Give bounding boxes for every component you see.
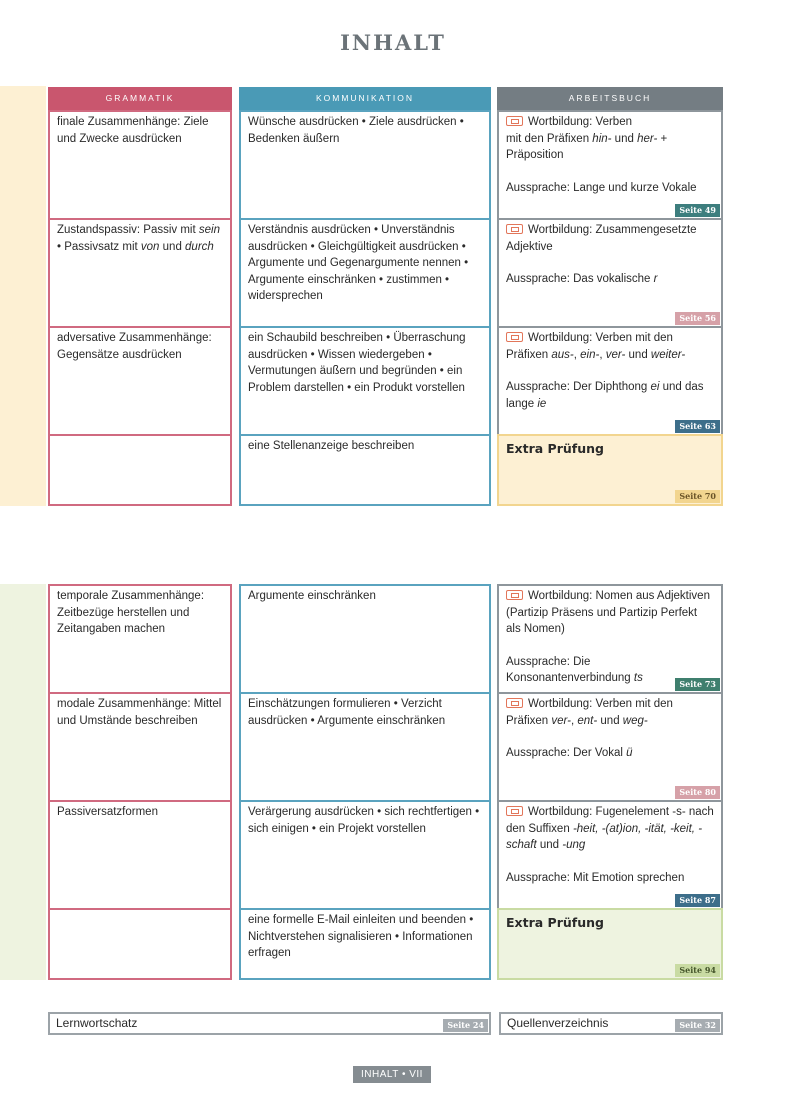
page-ref-badge[interactable]: Seite 94 <box>675 964 720 977</box>
grammatik-text: finale Zusammenhänge: Ziele und Zwecke ausdrücken <box>57 116 209 145</box>
wortbildung-text: und <box>625 348 651 361</box>
lernwortschatz-label: Lernwortschatz <box>56 1016 138 1030</box>
page-ref-badge[interactable]: Seite 80 <box>675 786 720 799</box>
extra-pruefung-label: Extra Prüfung <box>506 915 604 930</box>
arbeitsbuch-cell <box>497 584 723 694</box>
aussprache-text: Aussprache: Lange und kurze Vokale <box>506 181 697 194</box>
book-icon <box>506 806 523 816</box>
quellenverzeichnis-box[interactable] <box>499 1012 723 1035</box>
arbeitsbuch-cell <box>497 326 723 436</box>
page-ref-badge[interactable]: Seite 56 <box>675 312 720 325</box>
grammatik-text: adversative Zusammenhänge: Gegensätze ausdrücken <box>57 332 212 361</box>
kommunikation-cell <box>239 584 491 694</box>
arbeitsbuch-cell <box>497 110 723 220</box>
wortbildung-italic: ver- <box>551 714 571 727</box>
grammatik-cell-empty <box>48 908 232 980</box>
wortbildung-text: Wortbildung: Fugenelement -s- nach den Suffixen <box>506 806 714 835</box>
wortbildung-italic: hin- <box>592 132 612 145</box>
grammatik-text: und <box>159 240 186 253</box>
extra-pruefung-cell <box>497 434 723 506</box>
wortbildung-text: und <box>597 714 623 727</box>
extra-pruefung-label: Extra Prüfung <box>506 441 604 456</box>
page-ref-badge[interactable]: Seite 32 <box>675 1019 720 1032</box>
wortbildung-italic: -ung <box>562 839 586 851</box>
aussprache-text: Aussprache: Das vokalische <box>506 273 654 285</box>
section-band-bottom <box>0 584 46 980</box>
wortbildung-text: Wortbildung: Verben mit den Präfixen <box>506 332 673 361</box>
page-ref-badge[interactable]: Seite 63 <box>675 420 720 433</box>
kommunikation-text: Verständnis ausdrücken • Unverständnis ausdrücken • Gleichgültigkeit ausdrücken • Argumente und Gegenargumente nennen • Argumente einschränken • zustimmen • widersprechen <box>248 224 469 302</box>
wortbildung-text: und <box>536 839 563 851</box>
wortbildung-italic: weiter- <box>650 348 686 361</box>
grammatik-italic: von <box>140 240 160 253</box>
kommunikation-text: Argumente einschränken <box>248 590 376 602</box>
wortbildung-text: Wortbildung: Verben <box>528 116 632 128</box>
grammatik-cell-empty <box>48 434 232 506</box>
wortbildung-italic: ent- <box>577 714 598 727</box>
page-ref-badge[interactable]: Seite 73 <box>675 678 720 691</box>
kommunikation-text: Wünsche ausdrücken • Ziele ausdrücken • Bedenken äußern <box>248 116 464 145</box>
grammatik-text: temporale Zusammenhänge: Zeitbezüge herstellen und Zeitangaben machen <box>57 590 205 635</box>
book-icon <box>506 590 523 600</box>
grammatik-cell <box>48 800 232 910</box>
kommunikation-cell <box>239 800 491 910</box>
grammatik-text: Zustandspassiv: Passiv mit <box>57 224 199 236</box>
book-icon <box>506 332 523 342</box>
book-icon <box>506 116 523 126</box>
page-number-label: INHALT • VII <box>353 1066 431 1083</box>
kommunikation-text: eine formelle E-Mail einleiten und beenden • Nichtverstehen signalisieren • Informationen erfragen <box>248 914 474 959</box>
wortbildung-text: und <box>611 132 638 145</box>
book-icon <box>506 224 523 234</box>
aussprache-italic: r <box>653 273 658 285</box>
wortbildung-italic: weg- <box>622 714 648 727</box>
aussprache-text: Aussprache: Die Konsonantenverbindung <box>506 655 634 684</box>
arbeitsbuch-cell <box>497 800 723 910</box>
page-ref-badge[interactable]: Seite 70 <box>675 490 720 503</box>
lernwortschatz-box[interactable] <box>48 1012 491 1035</box>
kommunikation-text: ein Schaubild beschreiben • Überraschung ausdrücken • Wissen wiedergeben • Vermutungen äußern und begründen • ein Problem darstellen • ein Produkt vorstellen <box>248 332 466 394</box>
wortbildung-italic: ein- <box>580 348 600 361</box>
kommunikation-text: Einschätzungen formulieren • Verzicht ausdrücken • Argumente einschränken <box>248 698 446 727</box>
grammatik-italic: durch <box>185 240 214 253</box>
grammatik-text: • Passivsatz mit <box>57 240 141 253</box>
kommunikation-cell <box>239 434 491 506</box>
wortbildung-italic: aus- <box>551 348 574 361</box>
aussprache-italic: ts <box>633 672 643 684</box>
page-ref-badge[interactable]: Seite 87 <box>675 894 720 907</box>
wortbildung-text: Wortbildung: Zusammengesetzte Adjektive <box>506 224 697 253</box>
kommunikation-cell <box>239 110 491 220</box>
grammatik-text: modale Zusammenhänge: Mittel und Umstände beschreiben <box>57 698 222 727</box>
page-title: INHALT <box>340 30 446 55</box>
grammatik-cell <box>48 218 232 328</box>
grammatik-cell <box>48 584 232 694</box>
book-icon <box>506 698 523 708</box>
aussprache-text: Aussprache: Der Vokal <box>506 747 627 759</box>
arbeitsbuch-cell <box>497 692 723 802</box>
aussprache-italic: ei <box>650 381 660 393</box>
grammatik-text: Passiversatzformen <box>57 806 158 818</box>
aussprache-italic: ie <box>537 397 547 410</box>
aussprache-text: und das lange <box>506 381 704 410</box>
header-kommunikation: KOMMUNIKATION <box>239 87 491 110</box>
aussprache-italic: ü <box>626 747 633 759</box>
aussprache-text: Aussprache: Der Diphthong <box>506 381 651 393</box>
page-ref-badge[interactable]: Seite 49 <box>675 204 720 217</box>
kommunikation-cell <box>239 692 491 802</box>
wortbildung-italic: her- <box>637 132 658 145</box>
header-grammatik: GRAMMATIK <box>48 87 232 110</box>
header-arbeitsbuch: ARBEITSBUCH <box>497 87 723 110</box>
wortbildung-text: mit den Präfixen <box>506 132 593 145</box>
wortbildung-italic: -heit, -(at)ion, -ität, -keit, -schaft <box>506 822 703 851</box>
grammatik-cell <box>48 326 232 436</box>
wortbildung-text: + Präposition <box>506 132 668 161</box>
page-ref-badge[interactable]: Seite 24 <box>443 1019 488 1032</box>
wortbildung-italic: ver- <box>605 348 626 361</box>
kommunikation-cell <box>239 908 491 980</box>
kommunikation-cell <box>239 218 491 328</box>
wortbildung-text: , <box>571 714 578 727</box>
kommunikation-cell <box>239 326 491 436</box>
aussprache-text: Aussprache: Mit Emotion sprechen <box>506 871 685 884</box>
kommunikation-text: eine Stellenanzeige beschreiben <box>248 440 415 452</box>
quellenverzeichnis-label: Quellenverzeichnis <box>507 1016 609 1030</box>
wortbildung-text: , <box>573 348 581 361</box>
wortbildung-text: Wortbildung: Verben mit den Präfixen <box>506 698 673 727</box>
wortbildung-text: Wortbildung: Nomen aus Adjektiven (Partizip Präsens und Partizip Perfekt als Nomen) <box>506 590 710 635</box>
arbeitsbuch-cell <box>497 218 723 328</box>
grammatik-cell <box>48 692 232 802</box>
grammatik-cell <box>48 110 232 220</box>
extra-pruefung-cell <box>497 908 723 980</box>
section-band-top <box>0 86 46 506</box>
kommunikation-text: Verärgerung ausdrücken • sich rechtfertigen • sich einigen • ein Projekt vorstellen <box>248 806 480 835</box>
grammatik-italic: sein <box>198 224 220 236</box>
wortbildung-text: , <box>599 348 606 361</box>
